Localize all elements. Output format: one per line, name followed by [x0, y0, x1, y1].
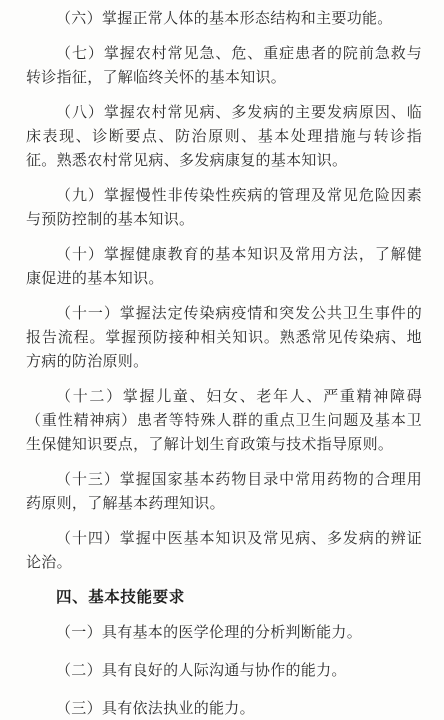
- knowledge-item-13: （十三）掌握国家基本药物目录中常用药物的合理用药原则，了解基本药理知识。: [26, 470, 422, 512]
- knowledge-item-11: （十一）掌握法定传染病疫情和突发公共卫生事件的报告流程。掌握预防接种相关知识。熟悉常见传染病、地方病的防治原则。: [26, 304, 422, 370]
- knowledge-item-9: （九）掌握慢性非传染性疾病的管理及常见危险因素与预防控制的基本知识。: [26, 186, 422, 228]
- knowledge-item-7: （七）掌握农村常见急、危、重症患者的院前急救与转诊指征，了解临终关怀的基本知识。: [26, 44, 422, 86]
- knowledge-item-14: （十四）掌握中医基本知识及常见病、多发病的辨证论治。: [26, 529, 422, 571]
- knowledge-item-6: （六）掌握正常人体的基本形态结构和主要功能。: [56, 9, 393, 27]
- section-heading: 四、基本技能要求: [56, 588, 185, 606]
- knowledge-item-8: （八）掌握农村常见病、多发病的主要发病原因、临床表现、诊断要点、防治原则、基本处理措施与转诊指征。熟悉农村常见病、多发病康复的基本知识。: [26, 103, 422, 169]
- skill-item-2: （二）具有良好的人际沟通与协作的能力。: [56, 661, 347, 679]
- knowledge-item-10: （十）掌握健康教育的基本知识及常用方法，了解健康促进的基本知识。: [26, 245, 422, 287]
- skill-item-1: （一）具有基本的医学伦理的分析判断能力。: [56, 623, 363, 641]
- skill-item-3: （三）具有依法执业的能力。: [56, 699, 255, 717]
- knowledge-item-12: （十二）掌握儿童、妇女、老年人、严重精神障碍（重性精神病）患者等特殊人群的重点卫生问题及基本卫生保健知识要点，了解计划生育政策与技术指导原则。: [26, 387, 422, 453]
